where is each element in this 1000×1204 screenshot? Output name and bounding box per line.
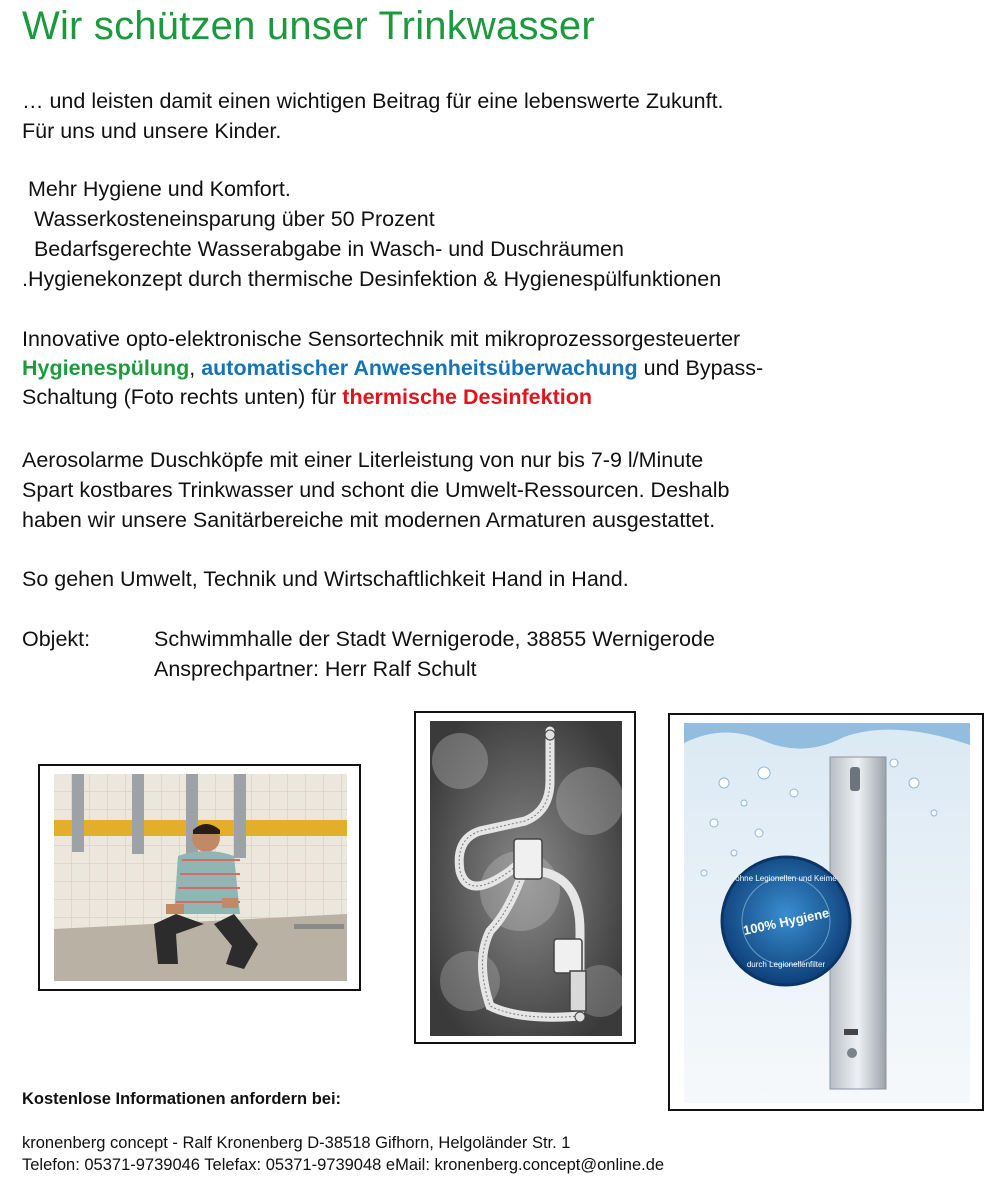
bypass-fitting-illustration xyxy=(430,721,622,1036)
intro-line-1: … und leisten damit einen wichtigen Beitrag für eine lebenswerte Zukunft. xyxy=(22,89,724,113)
shower-panel-photo xyxy=(684,723,970,1103)
bypass-fitting-photo xyxy=(430,721,622,1036)
badge-center: 100% Hygiene xyxy=(741,905,831,938)
shower-panel-photo-frame xyxy=(668,713,984,1111)
highlight-desinfektion: thermische Desinfektion xyxy=(342,385,592,409)
badge-arc-top: ohne Legionellen und Keime xyxy=(735,874,837,883)
badge-arc-bottom: durch Legionellenfilter xyxy=(746,960,826,969)
bypass-fitting-photo-frame xyxy=(414,711,636,1044)
shower-room-illustration xyxy=(54,774,347,981)
objekt-location: Schwimmhalle der Stadt Wernigerode, 38855 Wernigerode xyxy=(154,627,715,651)
tech-line-3 xyxy=(22,382,592,412)
summary-line: So gehen Umwelt, Technik und Wirtschaftlichkeit Hand in Hand. xyxy=(22,567,629,591)
tech-separator: , xyxy=(189,356,202,380)
benefit-item: .Hygienekonzept durch thermische Desinfektion & Hygienespülfunktionen xyxy=(22,267,722,291)
benefit-item: Wasserkosteneinsparung über 50 Prozent xyxy=(22,207,435,231)
highlight-hygienespuelung: Hygienespülung xyxy=(22,356,190,380)
aerosol-line-2: Spart kostbares Trinkwasser und schont die Umwelt-Ressourcen. Deshalb xyxy=(22,478,730,502)
footer-address: kronenberg concept - Ralf Kronenberg D-38518 Gifhorn, Helgoländer Str. 1 xyxy=(22,1134,571,1152)
shower-room-photo-frame xyxy=(38,764,361,991)
aerosol-line-1: Aerosolarme Duschköpfe mit einer Literleistung von nur bis 7-9 l/Minute xyxy=(22,448,704,472)
objekt-contact: Ansprechpartner: Herr Ralf Schult xyxy=(154,657,477,681)
objekt-label: Objekt: xyxy=(22,627,91,651)
page-title: Wir schützen unser Trinkwasser xyxy=(22,4,595,48)
aerosol-line-3: haben wir unsere Sanitärbereiche mit modernen Armaturen ausgestattet. xyxy=(22,508,716,532)
benefit-item: Mehr Hygiene und Komfort. xyxy=(22,177,291,201)
shower-room-photo xyxy=(54,774,347,981)
benefit-item: Bedarfsgerechte Wasserabgabe in Wasch- und Duschräumen xyxy=(22,237,624,261)
footer-heading: Kostenlose Informationen anfordern bei: xyxy=(22,1090,342,1108)
tech-line-2-rest: und Bypass- xyxy=(637,356,764,380)
tech-line-2 xyxy=(22,353,763,383)
intro-line-2: Für uns und unsere Kinder. xyxy=(22,119,282,143)
tech-line-1: Innovative opto-elektronische Sensortechnik mit mikroprozessorgesteuerter xyxy=(22,327,741,351)
footer-contact: Telefon: 05371-9739046 Telefax: 05371-9739048 eMail: kronenberg.concept@online.de xyxy=(22,1156,665,1174)
tech-line-3-start: Schaltung (Foto rechts unten) für xyxy=(22,385,343,409)
shower-panel-illustration xyxy=(684,723,970,1103)
highlight-anwesenheit: automatischer Anwesenheitsüberwachung xyxy=(201,356,638,380)
